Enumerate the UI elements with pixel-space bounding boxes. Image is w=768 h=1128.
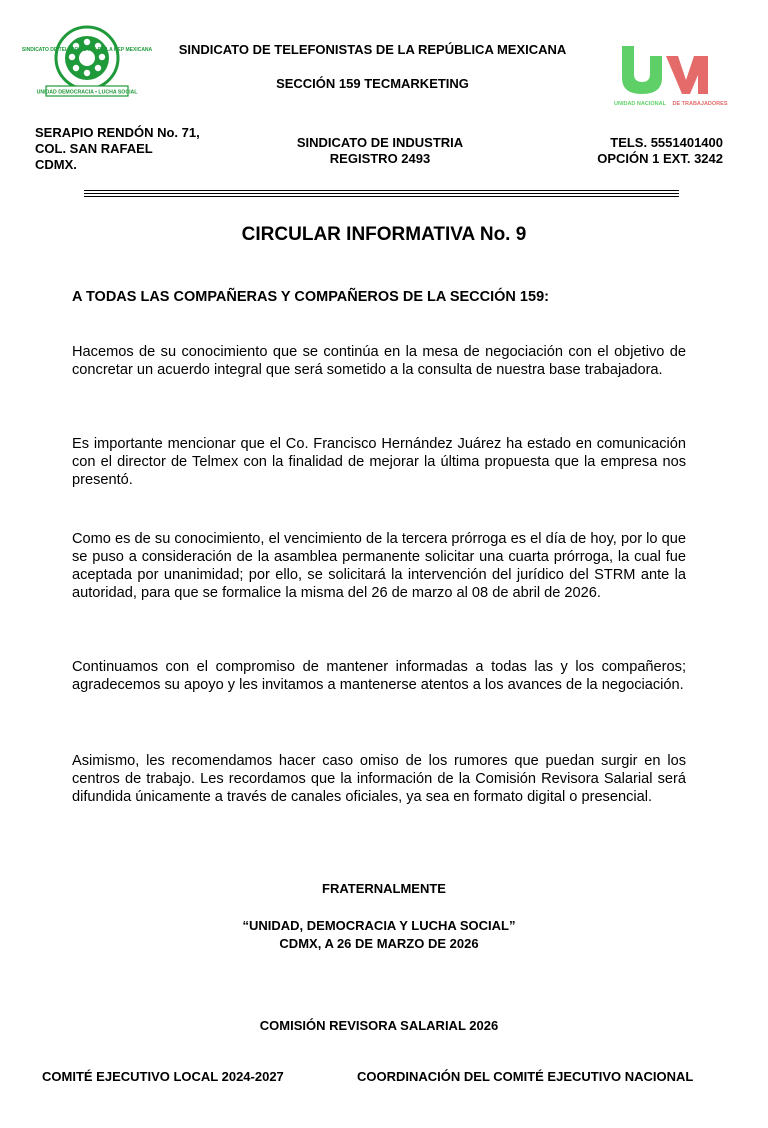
phone-block — [597, 135, 723, 167]
place-date: CDMX, A 26 DE MARZO DE 2026 — [279, 936, 479, 951]
address-block — [35, 125, 200, 173]
address-line: COL. SAN RAFAEL — [35, 141, 153, 156]
address-line: SERAPIO RENDÓN No. 71, — [35, 125, 200, 140]
local-committee-signature: COMITÉ EJECUTIVO LOCAL 2024-2027 — [42, 1069, 284, 1084]
union-name: SINDICATO DE TELEFONISTAS DE LA REPÚBLICA MEXICANA — [178, 42, 567, 57]
unt-caption-right: DE TRABAJADORES — [672, 101, 728, 107]
closing: FRATERNALMENTE — [322, 881, 446, 896]
circular-title: CIRCULAR INFORMATIVA No. 9 — [241, 224, 527, 245]
paragraph: Como es de su conocimiento, el vencimiento de la tercera prórroga es el día de hoy, por lo que se puso a consideración de la asamblea permanente solicitar una cuarta prórroga, la cual fue aceptada por unanimidad; por ello, se solicitará la intervención del jurídico del STRM ante la autoridad, para que se formalice la misma del 26 de marzo al 08 de abril de 2026. — [72, 531, 686, 601]
seal-ring-text: SINDICATO DE TELEFONISTAS DE LA REP MEXICANA — [21, 47, 153, 53]
industry-block — [260, 135, 500, 167]
paragraph: Continuamos con el compromiso de mantener informadas a todas las y los compañeros; agradecemos su apoyo y les invitamos a mantenerse atentos a los avances de la negociación. — [72, 659, 686, 693]
extension-line: OPCIÓN 1 EXT. 3242 — [597, 151, 723, 166]
unt-logo — [610, 26, 730, 110]
industry-line: SINDICATO DE INDUSTRIA — [296, 135, 464, 150]
paragraph: Hacemos de su conocimiento que se continúa en la mesa de negociación con el objetivo de concretar un acuerdo integral que será sometido a la consulta de nuestra base trabajadora. — [72, 344, 686, 378]
header-divider — [84, 190, 679, 199]
address-line: CDMX. — [35, 157, 77, 172]
paragraph: Asimismo, les recomendamos hacer caso omiso de los rumores que puedan surgir en los centros de trabajo. Les recordamos que la información de la Comisión Revisora Salarial será difundida únicamente a través de canales oficiales, ya sea en formato digital o presencial. — [72, 753, 686, 805]
union-seal-logo — [21, 24, 153, 98]
registry-line: REGISTRO 2493 — [329, 151, 431, 166]
slogan: “UNIDAD, DEMOCRACIA Y LUCHA SOCIAL” — [242, 918, 516, 933]
phone-line: TELS. 5551401400 — [610, 135, 723, 150]
seal-bottom-text: UNIDAD DEMOCRACIA • LUCHA SOCIAL — [36, 89, 138, 96]
national-committee-signature: COORDINACIÓN DEL COMITÉ EJECUTIVO NACIONAL — [357, 1069, 694, 1084]
commission-signature: COMISIÓN REVISORA SALARIAL 2026 — [259, 1018, 499, 1033]
paragraph: Es importante mencionar que el Co. Francisco Hernández Juárez ha estado en comunicación con el director de Telmex con la finalidad de mejorar la última propuesta que la empresa nos presentó. — [72, 436, 686, 488]
unt-caption-left: UNIDAD NACIONAL — [614, 101, 666, 107]
greeting: A TODAS LAS COMPAÑERAS Y COMPAÑEROS DE LA SECCIÓN 159: — [72, 289, 549, 305]
section-name: SECCIÓN 159 TECMARKETING — [276, 76, 469, 91]
